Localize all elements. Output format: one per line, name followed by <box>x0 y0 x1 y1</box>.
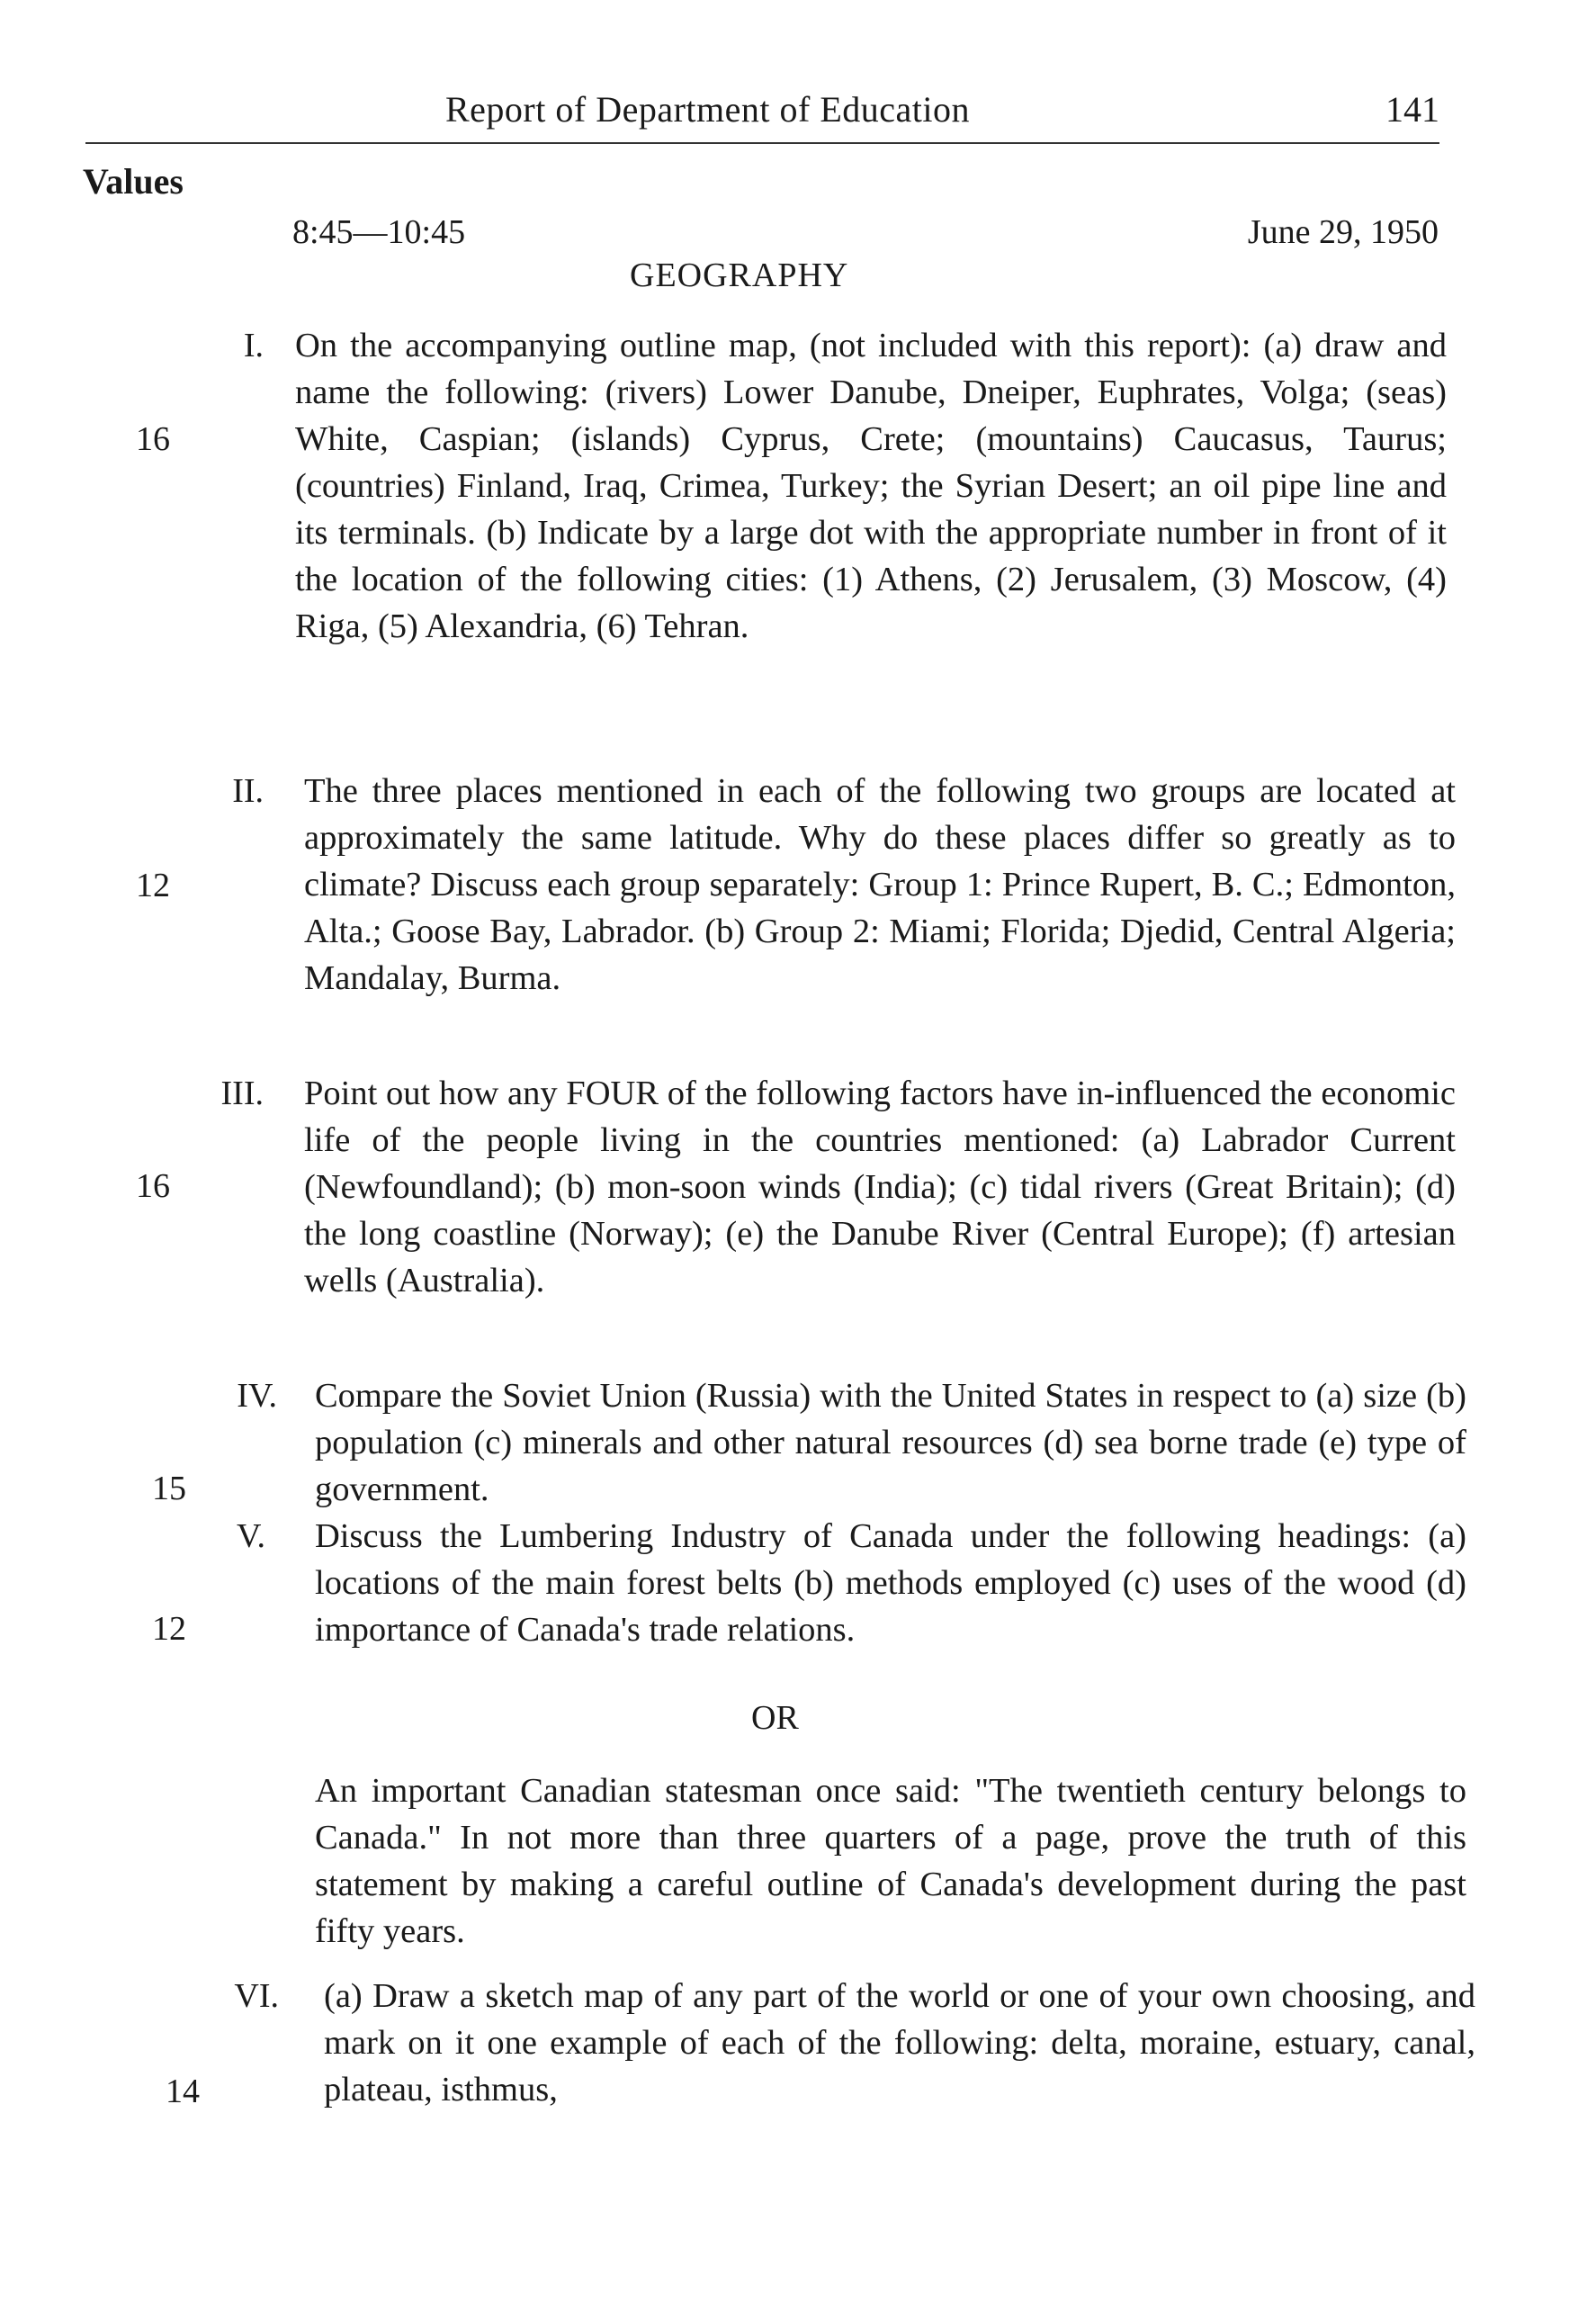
question-number: VI. <box>234 1977 279 2015</box>
question-text: Discuss the Lumbering Industry of Canada under the following headings: (a) locations of the main forest belts (b) methods employed (c) uses of the wood (d) importance of Canada's trade relations. <box>315 1517 1466 1649</box>
exam-subject: GEOGRAPHY <box>630 256 849 294</box>
page-number: 141 <box>1385 89 1439 130</box>
question-value: 14 <box>166 2073 200 2110</box>
question-number: V. <box>236 1517 265 1555</box>
question-text: Compare the Soviet Union (Russia) with the United States in respect to (a) size (b) population (c) minerals and other natural resources (d) sea borne trade (e) type of government. <box>315 1377 1466 1508</box>
question-value: 12 <box>136 867 170 904</box>
question-value: 15 <box>152 1470 186 1507</box>
question-text: Point out how any FOUR of the following factors have in-influenced the economic life of the people living in the countries mentioned: (a) Labrador Current (Newfoundland); (b) mon-soon winds (India); (c) tidal rivers (Great Britain); (d) the long coastline (Norway); (e) the Danube River (Central Europe); (f) artesian wells (Australia). <box>304 1075 1456 1299</box>
values-column-heading: Values <box>83 161 184 202</box>
question-number: III. <box>220 1075 264 1112</box>
question-text: The three places mentioned in each of the following two groups are located at approximately the same latitude. Why do these places differ so greatly as to climate? Discuss each group separately: Group 1: Prince Rupert, B. C.; Edmonton, Alta.; Goose Bay, Labrador. (b) Group 2: Miami; Florida; Djedid, Central Algeria; Mandalay, Burma. <box>304 772 1456 997</box>
exam-time: 8:45—10:45 <box>292 213 466 251</box>
question-text: (a) Draw a sketch map of any part of the world or one of your own choosing, and mark on it one example of each of the following: delta, moraine, estuary, canal, plateau, isthmus, <box>324 1977 1475 2109</box>
alternative-question-text: An important Canadian statesman once said: "The twentieth century belongs to Canada." In not more than three quarters of a page, prove the truth of this statement by making a careful outline of Canada's development during the past fifty years. <box>315 1772 1466 1950</box>
question-value: 16 <box>136 420 170 458</box>
question-number: II. <box>232 772 264 810</box>
question-number: IV. <box>237 1377 277 1415</box>
running-header <box>85 88 1439 144</box>
or-separator: OR <box>751 1699 799 1737</box>
exam-date: June 29, 1950 <box>1247 213 1439 251</box>
question-number: I. <box>243 327 264 364</box>
question-text: On the accompanying outline map, (not included with this report): (a) draw and name the following: (rivers) Lower Danube, Dneiper, Euphrates, Volga; (seas) White, Caspian; (islands) Cyprus, Crete; (mountains) Caucasus, Taurus; (countries) Finland, Iraq, Crimea, Turkey; the Syrian Desert; an oil pipe line and its terminals. (b) Indicate by a large dot with the appropriate number in front of it the location of the following cities: (1) Athens, (2) Jerusalem, (3) Moscow, (4) Riga, (5) Alexandria, (6) Tehran. <box>295 327 1447 645</box>
question-value: 16 <box>136 1167 170 1205</box>
question-value: 12 <box>152 1610 186 1648</box>
running-title: Report of Department of Education <box>445 89 970 130</box>
